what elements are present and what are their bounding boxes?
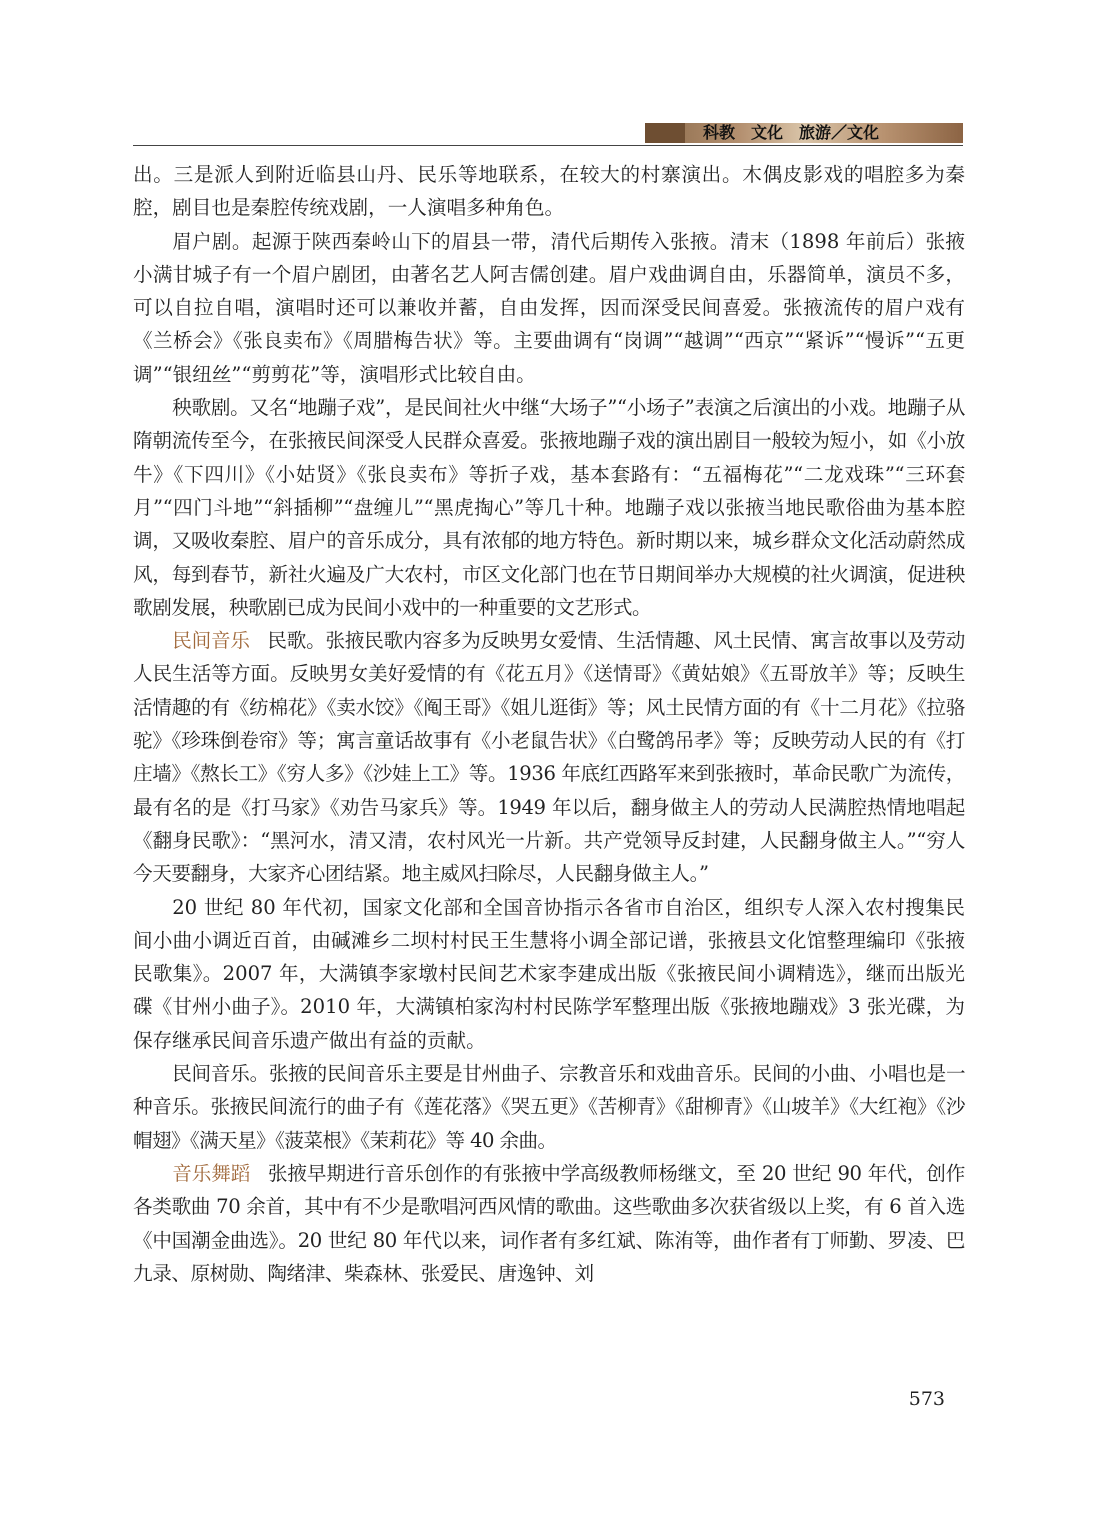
paragraph-folk-music-types: 民间音乐。张掖的民间音乐主要是甘州曲子、宗教音乐和戏曲音乐。民间的小曲、小唱也是一种音乐。张掖民间流行的曲子有《莲花落》《哭五更》《苦柳青》《甜柳青》《山坡羊》《大红袍》《沙帽翅》《满天星》《菠菜根》《茉莉花》等 40 余曲。 <box>133 1062 965 1152</box>
paragraph-music-dance: 音乐舞蹈 张掖早期进行音乐创作的有张掖中学高级教师杨继文，至 20 世纪 90 年代，创作各类歌曲 70 余首，其中有不少是歌唱河西风情的歌曲。这些歌曲多次获省级以上奖，有 6 首入选《中国潮金曲选》。20 世纪 80 年代以来，词作者有多红斌、陈洧等，曲作者有丁师勤、罗凌、巴九录、原树勋、陶绪津、柴森林、张爱民、唐逸钟、刘 <box>133 1161 965 1285</box>
header-color-band <box>645 123 963 143</box>
header-band-accent <box>645 123 685 143</box>
section-heading-music-dance: 音乐舞蹈 <box>172 1161 251 1185</box>
paragraph-continuation: 出。三是派人到附近临县山丹、民乐等地联系，在较大的村寨演出。木偶皮影戏的唱腔多为秦腔，剧目也是秦腔传统戏剧，一人演唱多种角色。 <box>133 163 965 220</box>
paragraph-folk-song-collection: 20 世纪 80 年代初，国家文化部和全国音协指示各省市自治区，组织专人深入农村搜集民间小曲小调近百首，由碱滩乡二坝村村民王生慧将小调全部记谱，张掖县文化馆整理编印《张掖民歌集》。2007 年，大满镇李家墩村民间艺术家李建成出版《张掖民间小调精选》，继而出版光碟《甘州小曲子》。2010 年，大满镇柏家沟村村民陈学军整理出版《张掖地蹦戏》3 张光碟，为保存继承民间音乐遗产做出有益的贡献。 <box>133 895 965 1052</box>
paragraph-meihu-opera: 眉户剧。起源于陕西秦岭山下的眉县一带，清代后期传入张掖。清末（1898 年前后）张掖小满甘城子有一个眉户剧团，由著名艺人阿吉儒创建。眉户戏曲调自由，乐器简单，演员不多，可以自拉自唱，演唱时还可以兼收并蓄，自由发挥，因而深受民间喜爱。张掖流传的眉户戏有《兰桥会》《张良卖布》《周腊梅告状》等。主要曲调有“岗调”“越调”“西京”“紧诉”“慢诉”“五更调”“银纽丝”“剪剪花”等，演唱形式比较自由。 <box>133 229 965 386</box>
page-number: 573 <box>908 1388 945 1410</box>
running-header <box>133 120 963 146</box>
section-heading-folk-music: 民间音乐 <box>172 629 250 653</box>
body-text <box>133 158 965 1290</box>
paragraph-yangge-opera: 秧歌剧。又名“地蹦子戏”，是民间社火中继“大场子”“小场子”表演之后演出的小戏。地蹦子从隋朝流传至今，在张掖民间深受人民群众喜爱。张掖地蹦子戏的演出剧目一般较为短小，如《小放牛》《下四川》《小姑贤》《张良卖布》等折子戏，基本套路有：“五福梅花”“二龙戏珠”“三环套月”“四门斗地”“斜插柳”“盘缠儿”“黑虎掏心”等几十种。地蹦子戏以张掖当地民歌俗曲为基本腔调，又吸收秦腔、眉户的音乐成分，具有浓郁的地方特色。新时期以来，城乡群众文化活动蔚然成风，每到春节，新社火遍及广大农村，市区文化部门也在节日期间举办大规模的社火调演，促进秧歌剧发展，秧歌剧已成为民间小戏中的一种重要的文艺形式。 <box>133 396 965 619</box>
header-rule <box>133 145 963 146</box>
section-title: 科教 文化 旅游／文化 <box>703 123 880 142</box>
paragraph-folk-music: 民间音乐 民歌。张掖民歌内容多为反映男女爱情、生活情趣、风土民情、寓言故事以及劳动人民生活等方面。反映男女美好爱情的有《花五月》《送情哥》《黄姑娘》《五哥放羊》等；反映生活情趣的有《纺棉花》《卖水饺》《阄王哥》《姐儿逛街》等；风土民情方面的有《十二月花》《拉骆驼》《珍珠倒卷帘》等；寓言童话故事有《小老鼠告状》《白鹭鸽吊孝》等；反映劳动人民的有《打庄墙》《熬长工》《穷人多》《沙娃上工》等。1936 年底红西路军来到张掖时，革命民歌广为流传，最有名的是《打马家》《劝告马家兵》等。1949 年以后，翻身做主人的劳动人民满腔热情地唱起《翻身民歌》：“黑河水，清又清，农村风光一片新。共产党领导反封建，人民翻身做主人。”“穷人今天要翻身，大家齐心团结紧。地主威风扫除尽，人民翻身做主人。” <box>133 629 965 886</box>
